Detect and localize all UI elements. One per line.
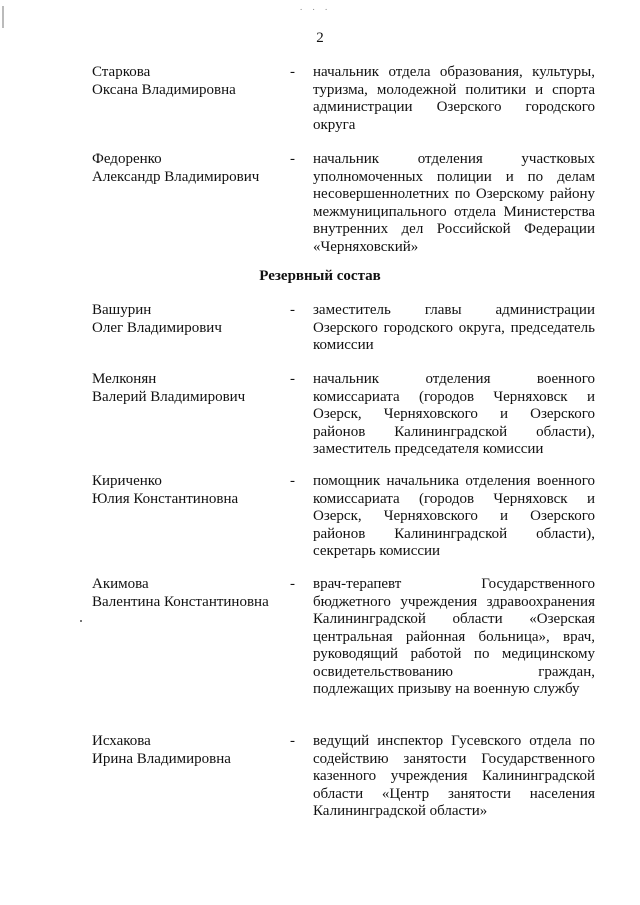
person-surname: Старкова xyxy=(92,64,151,80)
scan-edge-mark xyxy=(2,6,4,28)
person-given-name: Валерий Владимирович xyxy=(92,388,246,405)
person-name xyxy=(92,733,282,768)
dash-separator: - xyxy=(290,371,295,387)
person-surname: Исхакова xyxy=(92,733,151,749)
person-surname: Вашурин xyxy=(92,302,152,318)
person-name xyxy=(92,371,282,406)
person-surname: Федоренко xyxy=(92,151,162,167)
dash-separator: - xyxy=(290,151,295,167)
person-surname: Кириченко xyxy=(92,473,162,489)
dash-separator: - xyxy=(290,576,295,592)
person-given-name: Александр Владимирович xyxy=(92,168,260,185)
person-name xyxy=(92,302,282,337)
dash-separator: - xyxy=(290,473,295,489)
dash-separator: - xyxy=(290,64,295,80)
person-name xyxy=(92,473,282,508)
dash-separator: - xyxy=(290,733,295,749)
person-name xyxy=(92,64,282,99)
position-description: начальник отдела образования, культуры, туризма, молодежной политики и спорта администрации Озерского городского округа xyxy=(313,64,595,133)
position-description: начальник отделения участковых уполномоченных полиции и по делам несовершеннолетних по Озерскому району межмуниципального отдела Министерства внутренних дел Российской Федерации «Черняховский» xyxy=(313,151,595,255)
position-description: заместитель главы администрации Озерского городского округа, председатель комиссии xyxy=(313,302,595,353)
position-description: ведущий инспектор Гусевского отдела по содействию занятости Государственного казенного учреждения Калининградской области «Центр занятости населения Калининградской области» xyxy=(313,733,595,819)
position-description: начальник отделения военного комиссариата (городов Черняховск и Озерск, Черняховского и Озерского районов Калининградской области), заместитель председателя комиссии xyxy=(313,371,595,457)
position-description: помощник начальника отделения военного комиссариата (городов Черняховск и Озерск, Черняховского и Озерского районов Калининградской области), секретарь комиссии xyxy=(313,473,595,559)
person-surname: Акимова xyxy=(92,576,149,592)
person-given-name: Валентина Константиновна xyxy=(92,593,269,610)
person-surname: Мелконян xyxy=(92,371,157,387)
page-number: 2 xyxy=(316,30,324,46)
person-name xyxy=(92,151,282,186)
person-given-name: Олег Владимирович xyxy=(92,319,222,336)
person-name xyxy=(92,576,282,611)
scan-speck xyxy=(80,620,82,622)
person-given-name: Оксана Владимировна xyxy=(92,81,236,98)
person-given-name: Ирина Владимировна xyxy=(92,750,231,767)
position-description: врач-терапевт Государственного бюджетного учреждения здравоохранения Калининградской области «Озерская центральная районная больница», врач, руководящий работой по медицинскому освидетельствованию граждан, подлежащих призыву на военную службу xyxy=(313,576,595,697)
section-title-reserve: Резервный состав xyxy=(259,268,381,284)
scan-dots: . . . xyxy=(300,2,332,12)
person-given-name: Юлия Константиновна xyxy=(92,490,239,507)
dash-separator: - xyxy=(290,302,295,318)
